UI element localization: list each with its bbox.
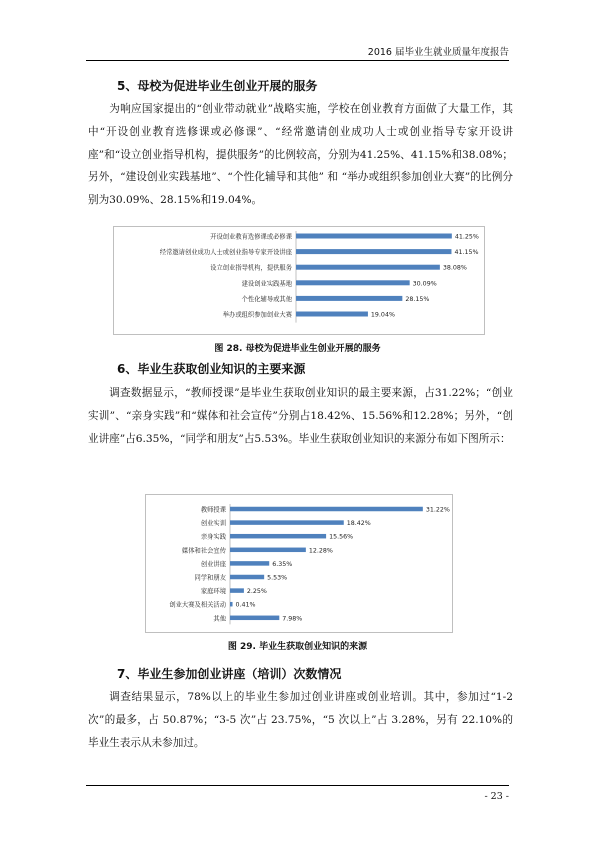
chart-1-value-label: 5.53%: [267, 574, 288, 582]
chart-0-value-label: 38.08%: [442, 264, 467, 272]
section-6-title: 6、毕业生获取创业知识的主要来源: [117, 362, 306, 376]
chart-1-bar: [230, 520, 344, 525]
chart-1-value-label: 6.35%: [272, 560, 293, 568]
chart-28: [113, 226, 485, 335]
chart-1-category-label: 亲身实践: [200, 533, 226, 541]
chart-1-value-label: 12.28%: [308, 547, 333, 555]
header-rule: [86, 60, 509, 61]
chart-1-bar: [230, 616, 279, 621]
chart-0-value-label: 28.15%: [405, 295, 430, 303]
chart-0-category-label: 建设创业实践基地: [241, 280, 292, 288]
chart-0-value-label: 30.09%: [412, 280, 437, 288]
chart-0-bar: [296, 280, 410, 285]
chart-1-category-label: 家庭环境: [200, 588, 226, 596]
chart-0-bar: [296, 296, 402, 301]
chart-29: [145, 494, 453, 633]
chart-1-bar: [230, 602, 233, 607]
chart-0-value-label: 41.25%: [454, 233, 479, 241]
page-number: - 23 -: [484, 791, 509, 802]
chart-0-value-label: 19.04%: [370, 311, 395, 319]
chart-0-category-label: 举办或组织参加创业大赛: [222, 311, 292, 319]
chart-1-category-label: 创业大赛及相关活动: [169, 601, 226, 609]
chart-1-bar: [230, 561, 269, 566]
chart-29-svg: [146, 495, 452, 632]
chart-1-category-label: 创业实训: [200, 520, 226, 528]
chart-0-value-label: 41.15%: [454, 249, 479, 257]
chart-0-bar: [296, 312, 368, 317]
chart-1-value-label: 0.41%: [235, 601, 256, 609]
chart-1-bar: [230, 588, 244, 593]
chart-1-value-label: 7.98%: [282, 615, 303, 623]
chart-0-category-label: 设立创业指导机构，提供服务: [210, 264, 292, 272]
chart-1-value-label: 31.22%: [425, 506, 450, 514]
chart-1-category-label: 创业讲座: [200, 560, 226, 568]
chart-1-category-label: 同学和朋友: [194, 574, 226, 582]
chart-0-bar: [296, 265, 440, 270]
chart-1-bar: [230, 534, 326, 539]
chart-1-value-label: 2.25%: [246, 588, 267, 596]
chart-0-category-label: 经常邀请创业成功人士或创业指导专家开设讲座: [159, 249, 292, 257]
chart-0-category-label: 开设创业教育选修课或必修课: [210, 233, 292, 241]
section-7-title: 7、毕业生参加创业讲座（培训）次数情况: [117, 667, 342, 681]
chart-28-svg: [114, 227, 484, 334]
chart-1-category-label: 其他: [213, 615, 226, 623]
chart-1-category-label: 媒体和社会宣传: [181, 547, 226, 555]
chart-1-value-label: 18.42%: [346, 520, 371, 528]
header-text: 2016 届毕业生就业质量年度报告: [367, 47, 509, 58]
section-7-paragraph: 调查结果显示，78%以上的毕业生参加过创业讲座或创业培训。其中，参加过“1-2 次”的最多，占 50.87%；“3-5 次”占 23.75%，“5 次以上”占 3.28%，另有 22.10%的毕业生表示从未参加过。: [88, 691, 513, 749]
section-5-paragraph: 为响应国家提出的“创业带动就业”战略实施，学校在创业教育方面做了大量工作，其中“开设创业教育选修课或必修课”、“经常邀请创业成功人士或创业指导专家开设讲座”和“设立创业指导机构，提供服务”的比例较高，分别为41.25%、41.15%和38.08%；另外，“建设创业实践基地”、“个性化辅导和其他” 和 “举办或组织参加创业大赛”的比例分别为30.09%、28.15%和19.04%。: [88, 103, 513, 207]
chart-1-category-label: 教师授课: [200, 506, 226, 514]
footer-rule: [86, 785, 509, 786]
chart-0-category-label: 个性化辅导或其他: [241, 295, 292, 303]
figure-29-caption: 图 29. 毕业生获取创业知识的来源: [227, 642, 368, 652]
chart-1-value-label: 15.56%: [329, 533, 354, 541]
section-5-title: 5、母校为促进毕业生创业开展的服务: [117, 79, 318, 93]
section-6-paragraph: 调查数据显示，“教师授课”是毕业生获取创业知识的最主要来源，占31.22%；“创业实训”、“亲身实践”和“媒体和社会宣传”分别占18.42%、15.56%和12.28%；另外，“创业讲座”占6.35%，“同学和朋友”占5.53%。毕业生获取创业知识的来源分布如下图所示：: [88, 387, 513, 445]
chart-1-bar: [230, 548, 306, 553]
chart-0-bar: [296, 249, 451, 254]
chart-1-bar: [230, 507, 423, 512]
chart-1-bar: [230, 575, 264, 580]
figure-28-caption: 图 28. 母校为促进毕业生创业开展的服务: [214, 344, 381, 354]
chart-0-bar: [296, 234, 452, 239]
